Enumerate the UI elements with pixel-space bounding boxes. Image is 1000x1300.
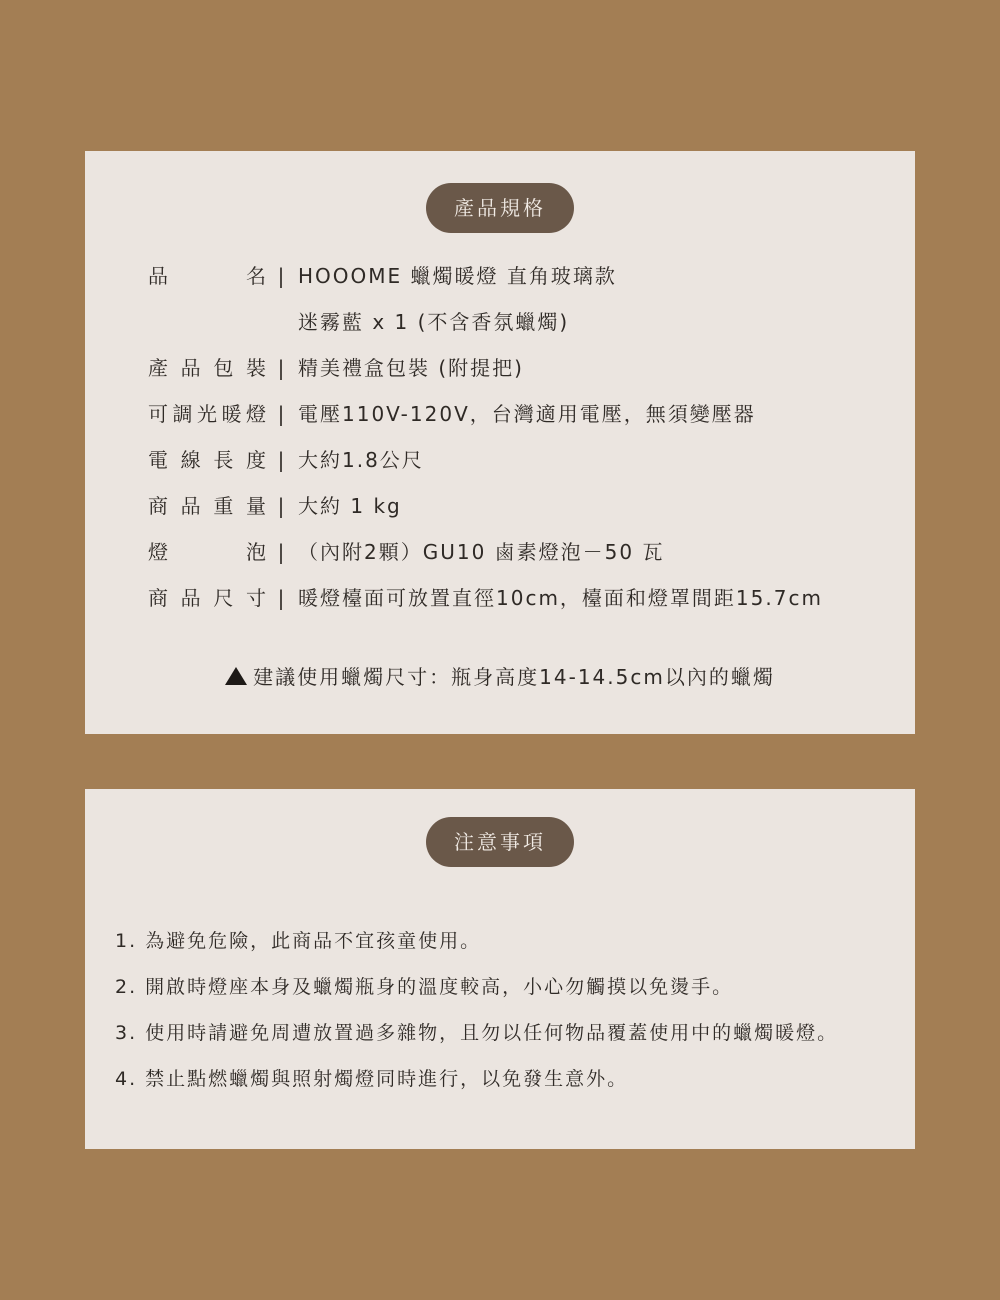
spec-value: 暖燈檯面可放置直徑10cm，檯面和燈罩間距15.7cm <box>298 586 823 610</box>
spec-label: 商品尺寸 <box>148 586 266 610</box>
spec-row-cord-length <box>148 448 888 472</box>
spec-label: 產品包裝 <box>148 356 266 380</box>
spec-value: 大約 1 kg <box>298 494 402 518</box>
candle-size-tip <box>85 665 915 689</box>
spec-label: 商品重量 <box>148 494 266 518</box>
spec-label: 燈泡 <box>148 540 266 564</box>
notice-item: 3. 使用時請避免周遭放置過多雜物，且勿以任何物品覆蓋使用中的蠟燭暖燈。 <box>115 1022 839 1044</box>
candle-size-tip-text: 建議使用蠟燭尺寸：瓶身高度14-14.5cm以內的蠟燭 <box>253 665 775 689</box>
spec-title-badge: 產品規格 <box>426 183 574 233</box>
spec-separator: | <box>277 356 287 380</box>
spec-row-weight <box>148 494 888 518</box>
spec-value: （內附2顆）GU10 鹵素燈泡－50 瓦 <box>298 540 665 564</box>
spec-separator: | <box>277 448 287 472</box>
triangle-up-icon <box>225 667 247 685</box>
spec-label: 可調光暖燈 <box>148 402 266 426</box>
spec-value: 電壓110V-120V，台灣適用電壓，無須變壓器 <box>298 402 756 426</box>
spec-value <box>298 264 888 334</box>
notice-title-badge: 注意事項 <box>426 817 574 867</box>
spec-row-bulb <box>148 540 888 564</box>
spec-value: 精美禮盒包裝 (附提把) <box>298 356 524 380</box>
notice-item: 2. 開啟時燈座本身及蠟燭瓶身的溫度較高，小心勿觸摸以免燙手。 <box>115 976 734 998</box>
notice-panel <box>85 789 915 1149</box>
spec-separator: | <box>277 540 287 564</box>
spec-value: 大約1.8公尺 <box>298 448 424 472</box>
notice-item: 1. 為避免危險，此商品不宜孩童使用。 <box>115 930 482 952</box>
spec-row-dimensions <box>148 586 888 610</box>
spec-separator: | <box>277 264 287 288</box>
spec-label: 電線長度 <box>148 448 266 472</box>
spec-separator: | <box>277 494 287 518</box>
spec-separator: | <box>277 402 287 426</box>
spec-panel <box>85 151 915 734</box>
spec-row-voltage <box>148 402 888 426</box>
spec-value-line: HOOOME 蠟燭暖燈 直角玻璃款 <box>298 264 617 288</box>
spec-row-name <box>148 264 888 334</box>
notice-list <box>115 929 905 1113</box>
spec-row-packaging <box>148 356 888 380</box>
notice-item: 4. 禁止點燃蠟燭與照射燭燈同時進行，以免發生意外。 <box>115 1068 629 1090</box>
spec-list <box>148 264 888 632</box>
spec-value-line: 迷霧藍 x 1 (不含香氛蠟燭) <box>298 310 570 334</box>
spec-label: 品名 <box>148 264 266 288</box>
spec-separator: | <box>277 586 287 610</box>
